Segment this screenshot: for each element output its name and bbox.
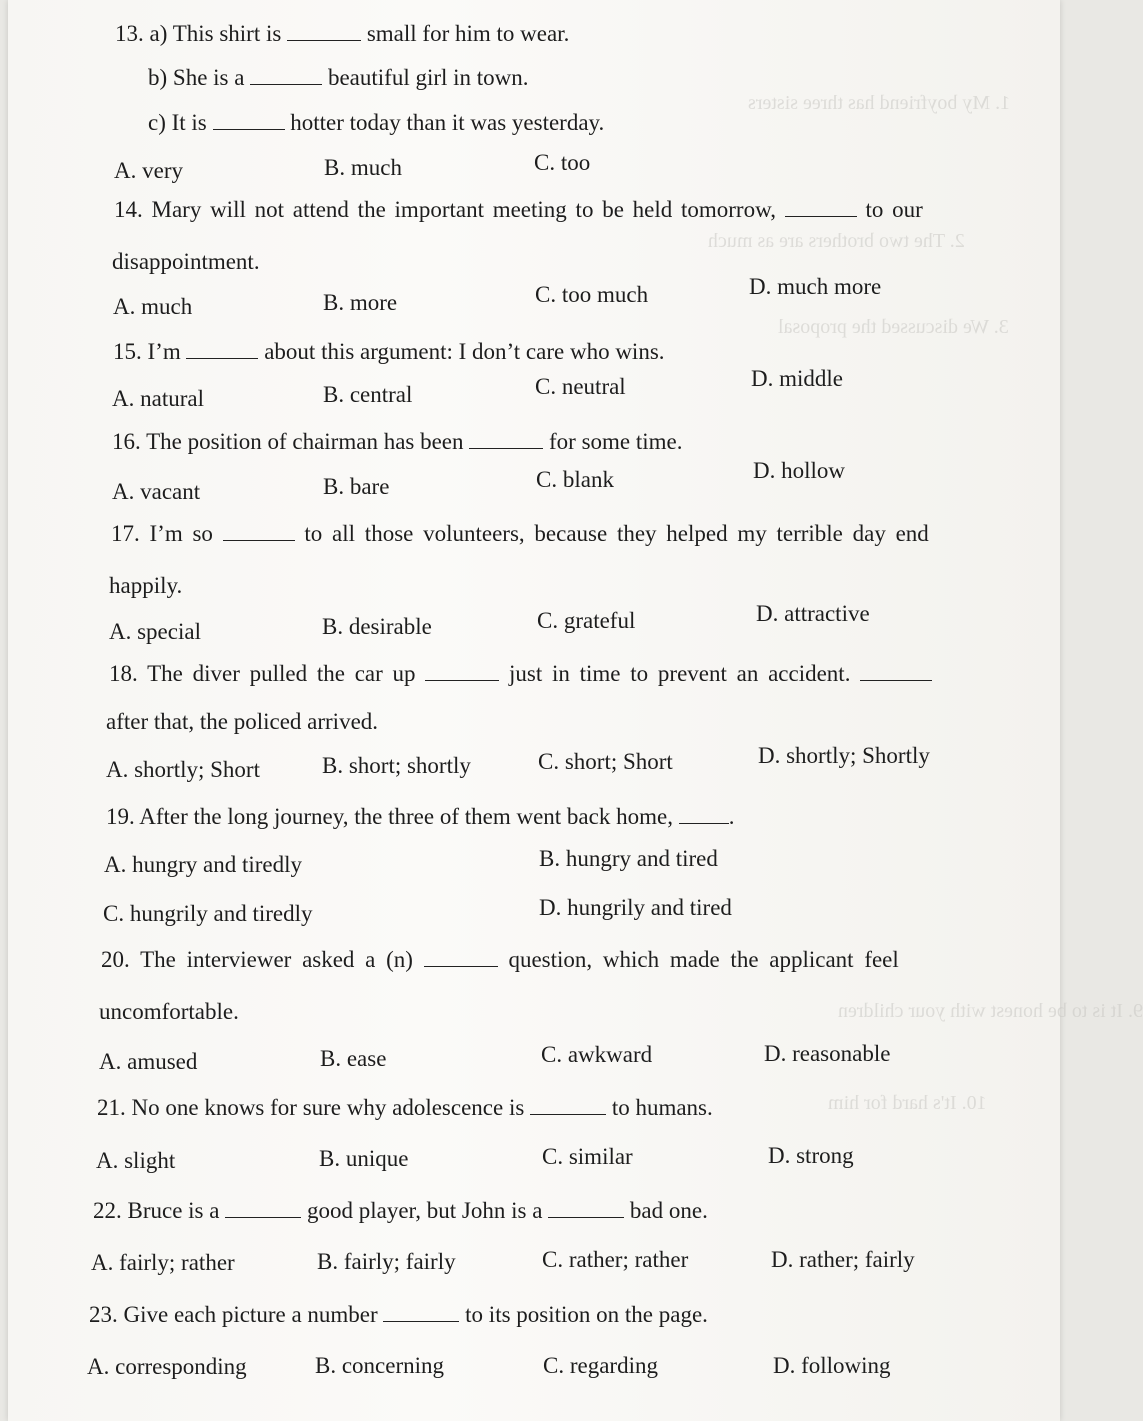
- answer-blank: [424, 946, 498, 967]
- option-b: B. fairly; fairly: [317, 1249, 456, 1274]
- answer-blank: [679, 803, 729, 824]
- bleed-through-text: 1. My boyfriend has three sisters: [748, 92, 1011, 114]
- option-a: A. fairly; rather: [91, 1250, 235, 1275]
- answer-blank: [225, 1197, 301, 1218]
- question-20-text: 20. The interviewer asked a (n): [101, 947, 413, 972]
- answer-blank: [425, 660, 499, 681]
- option-c: C. rather; rather: [542, 1247, 689, 1272]
- question-17-text-end: to all those volunteers, because they helped my terrible day end: [304, 521, 929, 546]
- question-17-text: 17. I’m so: [111, 521, 213, 546]
- option-b: B. short; shortly: [322, 753, 471, 778]
- answer-blank: [250, 64, 322, 85]
- option-b: B. more: [323, 290, 398, 315]
- bleed-through-text: 10. It's hard for him: [828, 1092, 987, 1114]
- answer-blank: [548, 1197, 624, 1218]
- option-b: B. unique: [319, 1146, 409, 1171]
- question-14-cont: disappointment.: [112, 249, 260, 274]
- question-19-text-end: .: [728, 804, 735, 829]
- question-19-text: 19. After the long journey, the three of them went back home,: [106, 804, 673, 829]
- answer-blank: [860, 660, 932, 681]
- option-b: B. ease: [320, 1046, 387, 1071]
- exam-page: [8, 0, 1143, 1421]
- question-23-text: 23. Give each picture a number: [89, 1302, 378, 1327]
- question-21-text: 21. No one knows for sure why adolescence is: [97, 1095, 525, 1120]
- question-19: [106, 803, 734, 831]
- question-13a-text-end: small for him to wear.: [366, 21, 570, 46]
- answer-blank: [383, 1301, 459, 1322]
- question-15-text-end: about this argument: I don’t care who wins.: [264, 339, 665, 364]
- question-13b-text: b) She is a: [148, 65, 245, 90]
- bleed-through-text: 3. We discussed the proposal: [778, 316, 1009, 338]
- question-13c: [148, 109, 604, 137]
- question-18: [109, 660, 932, 688]
- question-21-text-end: to humans.: [611, 1095, 713, 1120]
- option-b: B. much: [324, 155, 402, 180]
- option-b: B. hungry and tired: [539, 846, 718, 871]
- option-b: B. desirable: [322, 614, 432, 639]
- option-b: B. bare: [323, 474, 390, 499]
- option-c: C. grateful: [537, 608, 636, 633]
- question-21: [97, 1094, 713, 1122]
- option-b: B. concerning: [315, 1353, 445, 1378]
- option-c: C. too much: [535, 282, 649, 307]
- question-15: [113, 338, 665, 366]
- bleed-through-text: 9. It is to be honest with your children: [838, 1000, 1143, 1022]
- question-18-text: 18. The diver pulled the car up: [109, 661, 416, 686]
- answer-blank: [785, 196, 857, 217]
- option-c: C. awkward: [541, 1042, 653, 1067]
- option-c: C. hungrily and tiredly: [103, 901, 313, 926]
- question-13c-text-end: hotter today than it was yesterday.: [290, 110, 605, 135]
- question-16: [112, 428, 683, 456]
- question-17: [111, 520, 929, 548]
- question-18-text-end: just in time to prevent an accident.: [509, 661, 851, 686]
- question-16-text: 16. The position of chairman has been: [112, 429, 464, 454]
- option-a: A. much: [113, 294, 193, 319]
- option-c: C. regarding: [543, 1353, 658, 1378]
- question-23: [89, 1301, 708, 1329]
- question-14-text-end: to our: [865, 197, 923, 222]
- option-b: B. central: [323, 382, 413, 407]
- question-15-text: 15. I’m: [113, 339, 181, 364]
- option-a: A. vacant: [112, 479, 201, 504]
- option-a: A. special: [109, 619, 201, 644]
- option-d: D. hungrily and tired: [539, 895, 732, 920]
- option-c: C. blank: [536, 467, 614, 492]
- question-18-cont: after that, the policed arrived.: [106, 709, 379, 734]
- option-d: D. following: [773, 1353, 891, 1378]
- answer-blank: [469, 428, 543, 449]
- answer-blank: [530, 1094, 606, 1115]
- bleed-through-text: 2. The two brothers are as much: [708, 230, 965, 252]
- question-22: [93, 1197, 708, 1225]
- option-a: A. natural: [112, 386, 204, 411]
- option-c: C. too: [534, 150, 591, 175]
- option-d: D. rather; fairly: [771, 1247, 915, 1272]
- question-20-cont: uncomfortable.: [99, 999, 239, 1024]
- question-13b: [148, 64, 529, 92]
- option-a: A. hungry and tiredly: [104, 852, 303, 877]
- option-a: A. slight: [96, 1148, 176, 1173]
- answer-blank: [287, 20, 361, 41]
- option-a: A. shortly; Short: [106, 757, 260, 782]
- question-14-text: 14. Mary will not attend the important meeting to be held tomorrow,: [114, 197, 776, 222]
- answer-blank: [223, 520, 295, 541]
- option-d: D. attractive: [756, 601, 870, 626]
- question-13c-text: c) It is: [148, 110, 207, 135]
- option-a: A. corresponding: [87, 1354, 247, 1379]
- question-22-text-mid: good player, but John is a: [306, 1198, 543, 1223]
- option-a: A. very: [114, 158, 183, 183]
- question-17-cont: happily.: [109, 573, 183, 598]
- question-16-text-end: for some time.: [549, 429, 683, 454]
- option-d: D. hollow: [753, 458, 845, 483]
- option-a: A. amused: [99, 1049, 198, 1074]
- question-20-text-end: question, which made the applicant feel: [508, 947, 899, 972]
- answer-blank: [186, 338, 258, 359]
- option-d: D. reasonable: [764, 1041, 891, 1066]
- question-13a-text: 13. a) This shirt is: [115, 21, 282, 46]
- answer-blank: [213, 109, 285, 130]
- question-22-text: 22. Bruce is a: [93, 1198, 220, 1223]
- question-13b-text-end: beautiful girl in town.: [327, 65, 529, 90]
- option-d: D. shortly; Shortly: [758, 743, 930, 768]
- option-c: C. similar: [542, 1144, 633, 1169]
- question-20: [101, 946, 899, 974]
- question-23-text-end: to its position on the page.: [465, 1302, 708, 1327]
- option-d: D. much more: [749, 274, 882, 299]
- option-c: C. short; Short: [538, 749, 673, 774]
- question-14: [114, 196, 923, 224]
- option-d: D. middle: [751, 366, 843, 391]
- question-13a: [115, 20, 569, 48]
- question-22-text-end: bad one.: [629, 1198, 708, 1223]
- option-c: C. neutral: [535, 374, 626, 399]
- option-d: D. strong: [768, 1143, 854, 1168]
